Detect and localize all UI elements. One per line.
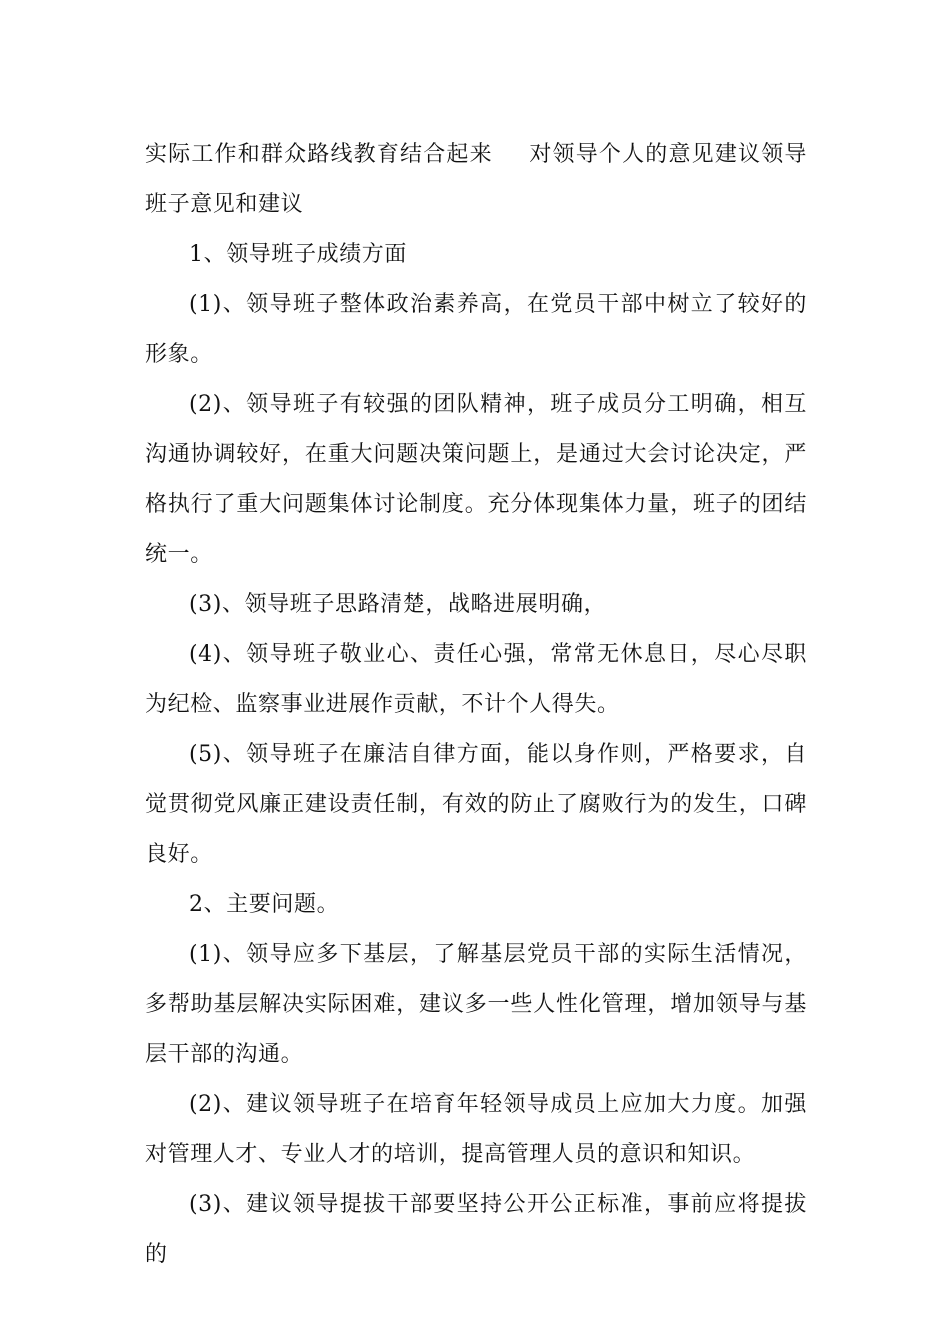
section-heading-problems: 2、主要问题。 <box>189 892 340 917</box>
section-heading-achievements: 1、领导班子成绩方面 <box>189 242 407 267</box>
paragraph-achievement-1: (1)、领导班子整体政治素养高，在党员干部中树立了较好的形象。 <box>145 292 807 367</box>
paragraph-problem-1: (1)、领导应多下基层，了解基层党员干部的实际生活情况，多帮助基层解决实际困难，建议多一些人性化管理，增加领导与基层干部的沟通。 <box>145 942 807 1067</box>
heading-right-text: 对领导个人的意见建议领导班子意见和建议 <box>145 142 807 217</box>
paragraph-problem-3: (3)、建议领导提拔干部要坚持公开公正标准，事前应将提拔的 <box>145 1192 807 1267</box>
paragraph-problem-2: (2)、建议领导班子在培育年轻领导成员上应加大力度。加强对管理人才、专业人才的培训，提高管理人员的意识和知识。 <box>145 1092 807 1167</box>
paragraph-achievement-4: (4)、领导班子敬业心、责任心强，常常无休息日，尽心尽职为纪检、监察事业进展作贡献，不计个人得失。 <box>145 642 807 717</box>
paragraph-achievement-2: (2)、领导班子有较强的团队精神，班子成员分工明确，相互沟通协调较好，在重大问题决策问题上，是通过大会讨论决定，严格执行了重大问题集体讨论制度。充分体现集体力量，班子的团结统一。 <box>145 392 807 567</box>
paragraph-achievement-3: (3)、领导班子思路清楚，战略进展明确， <box>189 592 607 617</box>
heading-left-text: 实际工作和群众路线教育结合起来 <box>145 142 493 167</box>
document-heading <box>145 130 807 230</box>
document-body <box>145 130 807 1280</box>
paragraph-achievement-5: (5)、领导班子在廉洁自律方面，能以身作则，严格要求，自觉贯彻党风廉正建设责任制，有效的防止了腐败行为的发生，口碑良好。 <box>145 742 807 867</box>
